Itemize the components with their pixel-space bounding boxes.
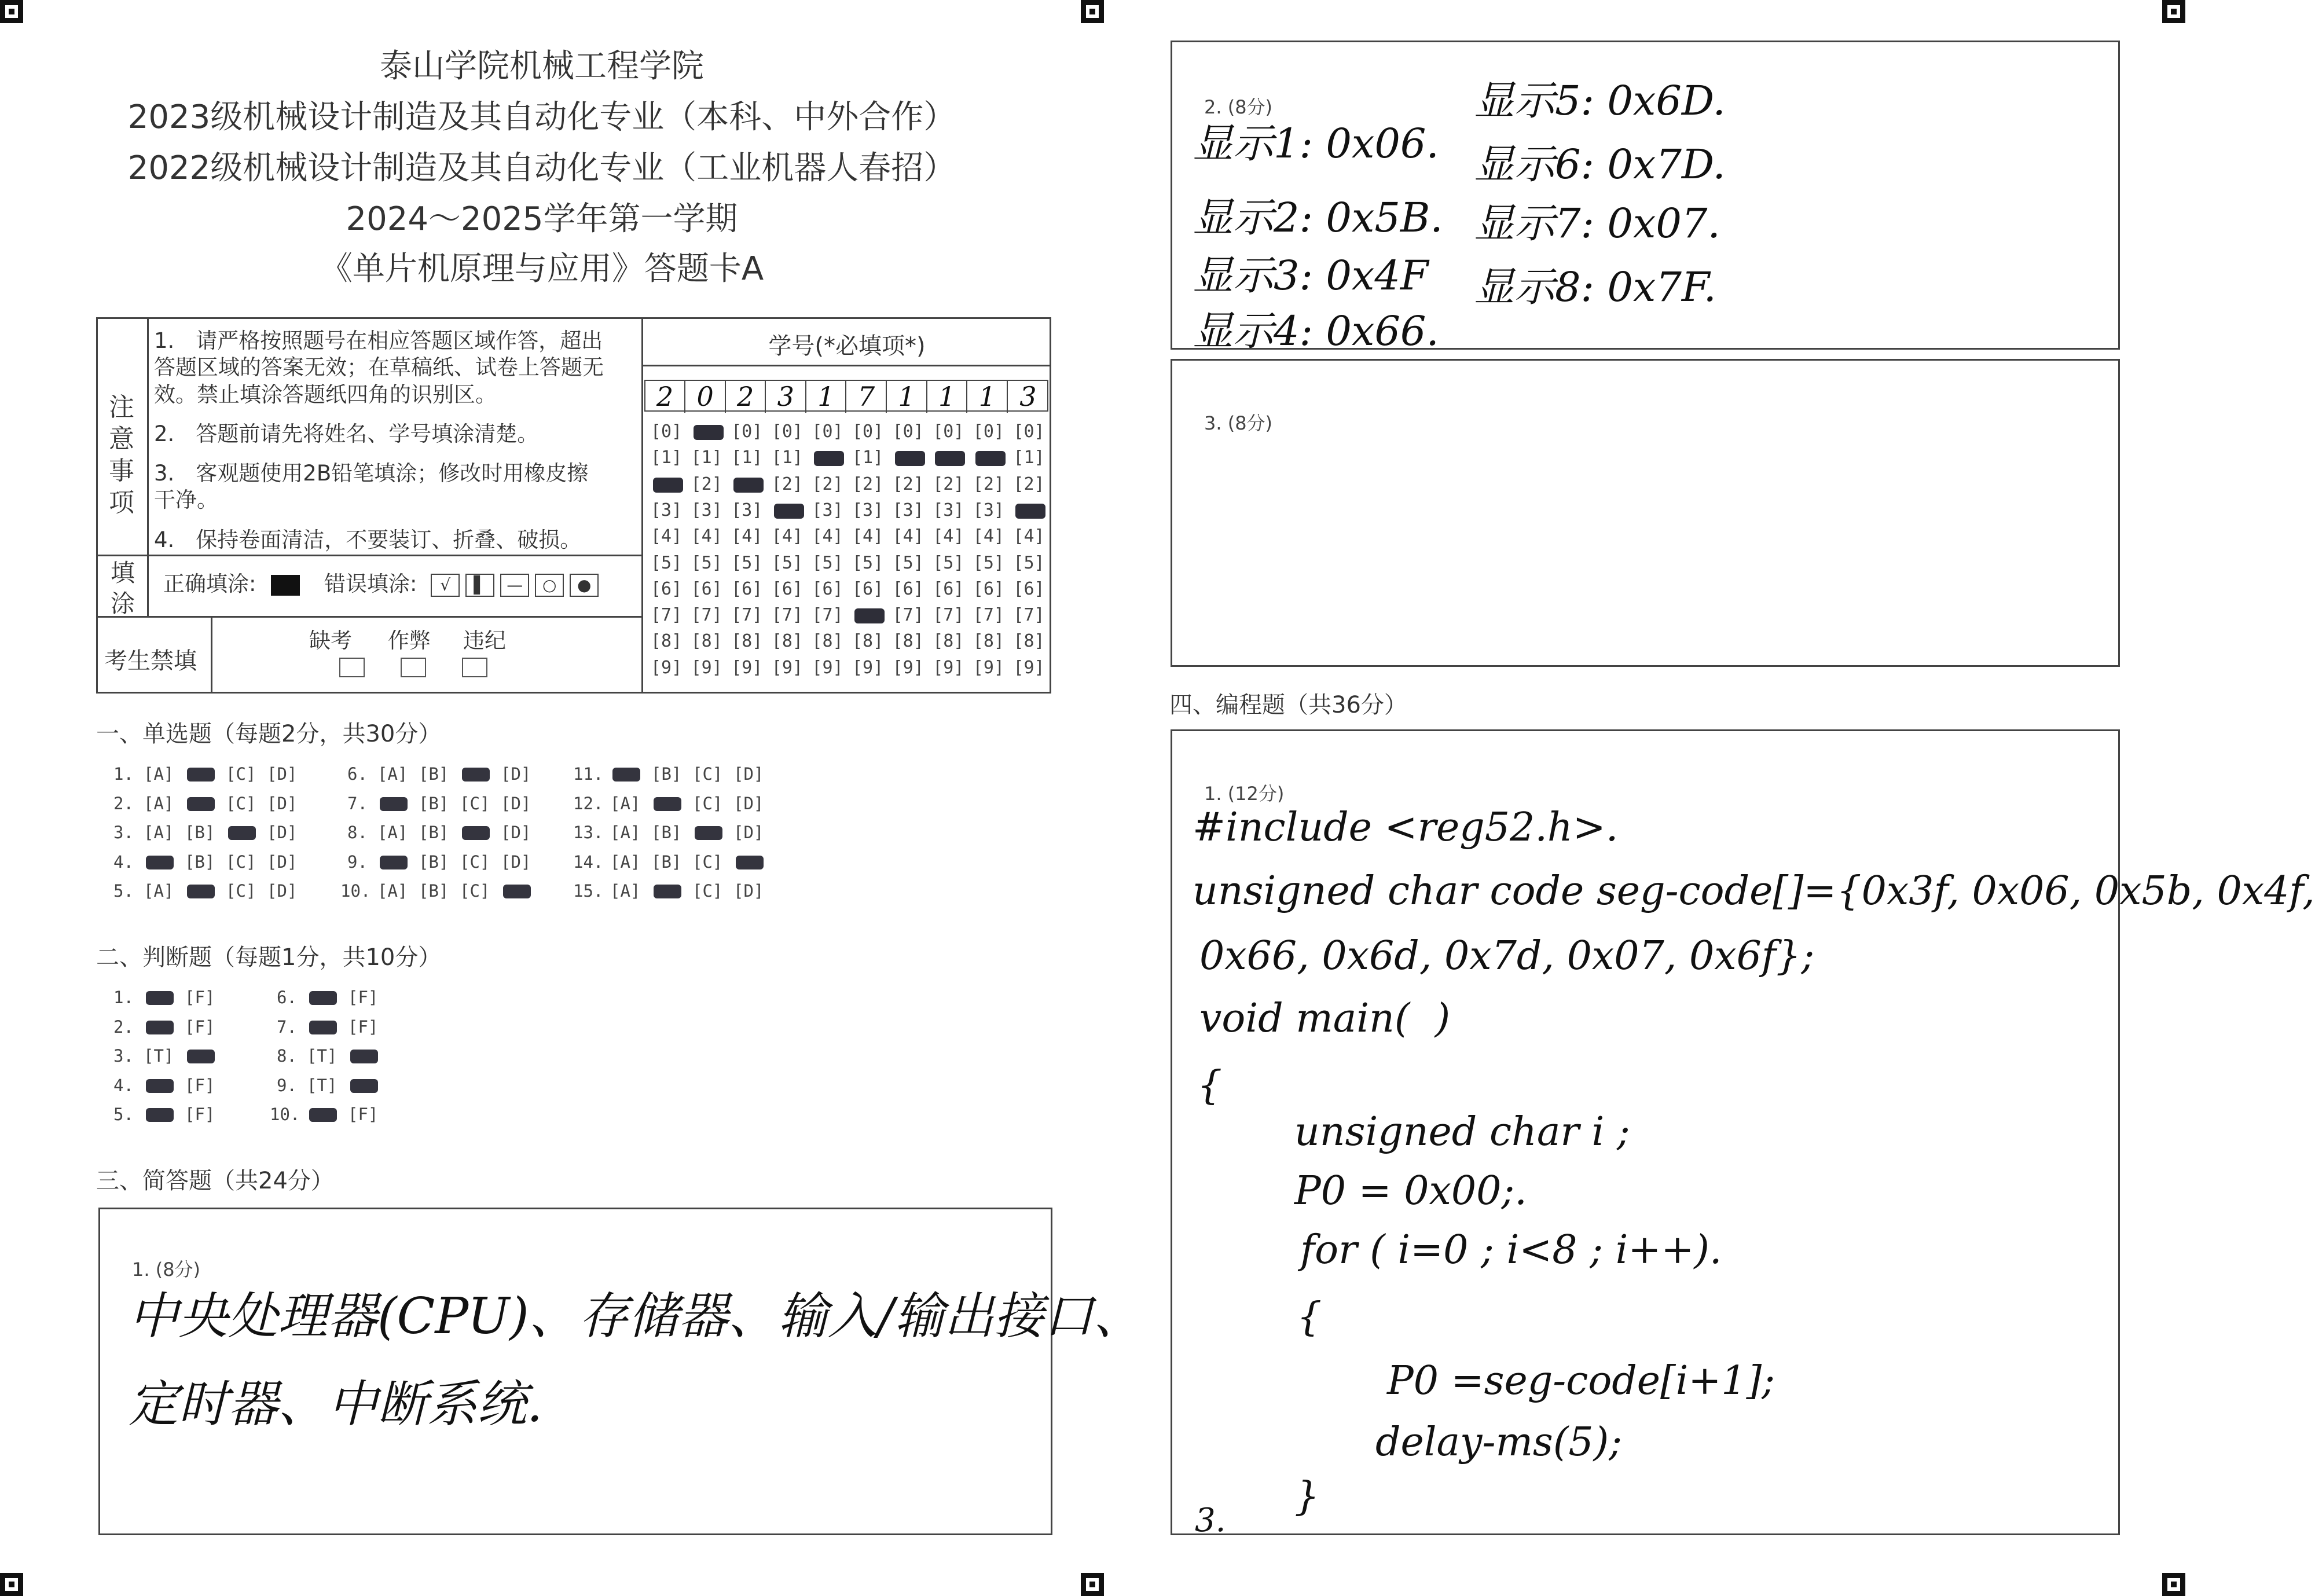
s3-q2-left-3: 显示3: 0x4F <box>1193 252 1429 299</box>
student-id-bubble[interactable]: [3] <box>731 500 763 520</box>
student-id-bubble[interactable]: [8] <box>691 631 722 652</box>
notice-list <box>154 328 606 553</box>
tf-option-filled[interactable] <box>146 1021 174 1034</box>
student-id-bubble[interactable]: [6] <box>651 578 683 599</box>
mc-option-filled[interactable] <box>462 768 490 782</box>
student-id-bubble[interactable]: [3] <box>812 500 843 520</box>
s3-q2-score: 2. (8分) <box>1204 96 1273 118</box>
student-id-bubble[interactable]: [4] <box>731 526 763 547</box>
student-id-digit-box[interactable]: 2 <box>726 381 766 413</box>
student-id-bubble-filled[interactable] <box>1015 504 1045 519</box>
student-id-bubble[interactable]: [4] <box>812 526 843 547</box>
mc-option[interactable]: [B] <box>185 823 215 842</box>
forbidden-violation-checkbox[interactable] <box>462 658 487 677</box>
student-id-bubble[interactable]: [0] <box>771 421 803 442</box>
corner-mark-bottom-center <box>1081 1573 1104 1596</box>
student-id-bubble[interactable]: [9] <box>691 657 722 678</box>
student-id-bubble[interactable]: [8] <box>852 631 884 652</box>
mc-option[interactable]: [B] <box>419 881 449 901</box>
code-line: void main( ) <box>1199 996 1451 1041</box>
s3-q2-right-2: 显示6: 0x7D. <box>1474 141 1726 188</box>
tf-question-number: 10. <box>270 1105 300 1124</box>
mc-question-number: 11. <box>573 764 604 784</box>
correct-fill-label: 正确填涂: <box>163 571 256 596</box>
tf-option[interactable]: [F] <box>348 1105 379 1124</box>
student-id-bubble[interactable]: [6] <box>852 578 884 599</box>
mc-question-number: 10. <box>340 881 371 901</box>
tf-question-number: 2. <box>113 1017 134 1037</box>
mc-question-number: 9. <box>347 852 368 872</box>
mc-option[interactable]: [B] <box>419 764 449 784</box>
forbidden-options <box>309 628 506 654</box>
mc-question-number: 1. <box>113 764 134 784</box>
student-id-bubble-filled[interactable] <box>895 451 925 466</box>
student-id-bubble[interactable]: [4] <box>651 526 683 547</box>
student-id-bubble[interactable]: [3] <box>892 500 924 520</box>
student-id-bubble[interactable]: [7] <box>973 605 1004 626</box>
tf-option[interactable]: [F] <box>185 1075 215 1095</box>
mc-question-number: 12. <box>573 793 604 813</box>
tf-option-filled[interactable] <box>309 1108 337 1122</box>
mc-option[interactable]: [C] <box>460 852 490 872</box>
s3-q2-left-4: 显示4: 0x66. <box>1193 307 1439 355</box>
s3-q3-score: 3. (8分) <box>1204 412 1273 434</box>
student-id-bubble-filled[interactable] <box>854 608 885 623</box>
tf-option[interactable]: [F] <box>185 1105 215 1124</box>
student-id-bubble[interactable]: [1] <box>771 447 803 468</box>
student-id-digits <box>644 380 1048 412</box>
mc-option[interactable]: [A] <box>377 881 408 901</box>
student-id-bubble[interactable]: [9] <box>892 657 924 678</box>
student-id-bubble[interactable]: [9] <box>812 657 843 678</box>
mc-option[interactable]: [B] <box>419 823 449 842</box>
header-major-2023: 2023级机械设计制造及其自动化专业（本科、中外合作） <box>127 98 956 136</box>
student-id-bubble[interactable]: [6] <box>933 578 964 599</box>
student-id-digit-box[interactable]: 1 <box>887 381 927 413</box>
student-id-bubble[interactable]: [0] <box>852 421 884 442</box>
student-id-bubble[interactable]: [5] <box>651 552 683 573</box>
s3-q1-score: 1. (8分) <box>132 1259 201 1281</box>
student-id-bubble-filled[interactable] <box>814 451 844 466</box>
fill-example-row <box>163 571 604 597</box>
mc-option[interactable]: [D] <box>267 852 298 872</box>
mc-option[interactable]: [A] <box>144 881 174 901</box>
student-id-bubble[interactable]: [2] <box>771 474 803 494</box>
student-id-bubble[interactable]: [5] <box>892 552 924 573</box>
student-id-bubble[interactable]: [7] <box>892 605 924 626</box>
mc-option-filled[interactable] <box>187 768 215 782</box>
mc-option[interactable]: [A] <box>610 881 641 901</box>
s3-q1-answer-line1: 中央处理器(CPU)、存储器、输入/输出接口、 <box>129 1287 1143 1345</box>
student-id-bubble[interactable]: [5] <box>731 552 763 573</box>
student-id-bubble[interactable]: [3] <box>852 500 884 520</box>
tf-option-filled[interactable] <box>146 1108 174 1122</box>
student-id-bubble[interactable]: [4] <box>892 526 924 547</box>
forbidden-violation-label: 违纪 <box>463 628 506 653</box>
tf-question-number: 4. <box>113 1075 134 1095</box>
student-id-bubble[interactable]: [7] <box>691 605 722 626</box>
code-line: delay-ms(5); <box>1375 1419 1623 1465</box>
section4-title: 四、编程题（共36分） <box>1169 692 1407 718</box>
mc-option-filled[interactable] <box>380 797 408 811</box>
student-id-bubble[interactable]: [9] <box>1013 657 1045 678</box>
s4-margin-note: 3. <box>1195 1502 1226 1539</box>
code-line: for ( i=0 ; i<8 ; i++). <box>1300 1227 1722 1273</box>
wrong-fill-label: 错误填涂: <box>324 571 417 596</box>
student-id-bubble[interactable]: [8] <box>973 631 1004 652</box>
student-id-bubble[interactable]: [1] <box>651 447 683 468</box>
student-id-bubble[interactable]: [5] <box>771 552 803 573</box>
wrong-fill-marks <box>431 571 604 596</box>
divider <box>147 555 149 616</box>
student-id-bubble[interactable]: [8] <box>1013 631 1045 652</box>
s3-q2-left-1: 显示1: 0x06. <box>1193 120 1439 167</box>
tf-question-number: 3. <box>113 1046 134 1066</box>
mc-option[interactable]: [D] <box>267 881 298 901</box>
student-id-bubble[interactable]: [9] <box>651 657 683 678</box>
mc-option[interactable]: [C] <box>460 793 490 813</box>
student-id-bubble[interactable]: [3] <box>651 500 683 520</box>
mc-option-filled[interactable] <box>736 856 764 869</box>
tf-question-number: 9. <box>277 1075 297 1095</box>
student-id-bubble[interactable]: [5] <box>973 552 1004 573</box>
student-id-bubble[interactable]: [6] <box>1013 578 1045 599</box>
mc-option[interactable]: [D] <box>733 823 764 842</box>
section3-title: 三、简答题（共24分） <box>96 1168 334 1194</box>
mc-option[interactable]: [D] <box>733 793 764 813</box>
mc-option-filled[interactable] <box>695 826 722 840</box>
tf-option-filled[interactable] <box>146 1079 174 1093</box>
mc-option[interactable]: [A] <box>377 823 408 842</box>
student-id-bubble[interactable]: [0] <box>812 421 843 442</box>
mc-option[interactable]: [C] <box>226 793 256 813</box>
divider <box>641 365 1051 366</box>
mc-question-number: 6. <box>347 764 368 784</box>
corner-mark-top-left <box>0 0 23 23</box>
s3-q2-right-1: 显示5: 0x6D. <box>1474 77 1726 124</box>
student-id-bubble-filled[interactable] <box>694 425 724 440</box>
student-id-bubble[interactable]: [6] <box>731 578 763 599</box>
tf-option[interactable]: [F] <box>185 1017 215 1037</box>
mc-option-filled[interactable] <box>462 826 490 840</box>
mc-option-filled[interactable] <box>654 797 681 811</box>
code-line: unsigned char i ; <box>1294 1109 1630 1155</box>
forbidden-absent-label: 缺考 <box>309 628 352 653</box>
corner-mark-top-center <box>1081 0 1104 23</box>
forbidden-checkboxes <box>339 658 523 677</box>
mc-option-filled[interactable] <box>187 885 215 898</box>
mc-question-number: 15. <box>573 881 604 901</box>
tf-option-filled[interactable] <box>146 991 174 1005</box>
mc-option[interactable]: [A] <box>610 793 641 813</box>
mc-option-filled[interactable] <box>654 885 681 898</box>
mc-option[interactable]: [C] <box>460 881 490 901</box>
student-id-bubble[interactable]: [1] <box>1013 447 1045 468</box>
student-id-bubble[interactable]: [8] <box>933 631 964 652</box>
tf-question-number: 1. <box>113 988 134 1007</box>
forbidden-label: 考生禁填 <box>104 648 197 674</box>
notice-item-2: 2. 答题前请先将姓名、学号填涂清楚。 <box>154 421 539 446</box>
s3-q1-answer-line2: 定时器、中断系统. <box>129 1375 543 1433</box>
mc-question-number: 4. <box>113 852 134 872</box>
student-id-bubble[interactable]: [7] <box>1013 605 1045 626</box>
code-line: { <box>1297 1294 1322 1340</box>
student-id-bubble[interactable]: [4] <box>933 526 964 547</box>
student-id-bubble[interactable]: [0] <box>933 421 964 442</box>
student-id-bubble[interactable]: [9] <box>933 657 964 678</box>
tf-option-filled[interactable] <box>309 1021 337 1034</box>
mc-option[interactable]: [D] <box>501 852 531 872</box>
code-line: P0 = 0x00;. <box>1294 1168 1527 1214</box>
code-line: unsigned char code seg-code[]={0x3f, 0x06, 0x5b, 0x4f, <box>1193 868 2315 914</box>
student-id-bubble[interactable]: [8] <box>812 631 843 652</box>
mc-option-filled[interactable] <box>146 856 174 869</box>
student-id-bubble[interactable]: [7] <box>731 605 763 626</box>
corner-mark-bottom-right <box>2162 1573 2185 1596</box>
student-id-bubble[interactable]: [6] <box>973 578 1004 599</box>
mc-option[interactable]: [A] <box>610 823 641 842</box>
mc-option-filled[interactable] <box>380 856 408 869</box>
wrong-mark-dot: ● <box>570 574 599 597</box>
student-id-bubble[interactable]: [4] <box>771 526 803 547</box>
student-id-bubble[interactable]: [2] <box>1013 474 1045 494</box>
student-id-bubble[interactable]: [3] <box>933 500 964 520</box>
mc-option[interactable]: [B] <box>651 823 682 842</box>
divider <box>641 317 643 694</box>
student-id-bubble[interactable]: [1] <box>852 447 884 468</box>
student-id-label: 学号(*必填项*) <box>768 333 926 359</box>
student-id-bubble[interactable]: [5] <box>852 552 884 573</box>
student-id-bubble[interactable]: [9] <box>973 657 1004 678</box>
notice-item-4: 4. 保持卷面清洁，不要装订、折叠、破损。 <box>154 527 582 552</box>
forbidden-absent-checkbox[interactable] <box>339 658 365 677</box>
tf-question-number: 5. <box>113 1105 134 1124</box>
notice-label: 注意事项 <box>109 392 134 518</box>
mc-question-number: 14. <box>573 852 604 872</box>
divider <box>96 616 643 618</box>
student-id-bubble[interactable]: [2] <box>933 474 964 494</box>
s3-q2-right-3: 显示7: 0x07. <box>1474 200 1720 247</box>
student-id-bubble[interactable]: [5] <box>1013 552 1045 573</box>
mc-option[interactable]: [B] <box>651 852 682 872</box>
student-id-bubble[interactable]: [8] <box>771 631 803 652</box>
corner-mark-bottom-left <box>0 1573 23 1596</box>
s3-q2-left-2: 显示2: 0x5B. <box>1193 194 1443 241</box>
student-id-digit-box[interactable]: 3 <box>766 381 806 413</box>
student-id-bubble-filled[interactable] <box>733 478 764 493</box>
mc-option[interactable]: [B] <box>419 793 449 813</box>
student-id-bubble[interactable]: [0] <box>892 421 924 442</box>
tf-option[interactable]: [T] <box>307 1075 337 1095</box>
student-id-digit-box[interactable]: 2 <box>645 381 685 413</box>
mc-option[interactable]: [A] <box>144 764 174 784</box>
mc-option[interactable]: [B] <box>419 852 449 872</box>
mc-option[interactable]: [C] <box>692 852 723 872</box>
student-id-bubble[interactable]: [5] <box>691 552 722 573</box>
mc-option[interactable]: [D] <box>733 881 764 901</box>
code-line: { <box>1197 1063 1223 1109</box>
mc-option[interactable]: [A] <box>610 852 641 872</box>
student-id-bubble-filled[interactable] <box>975 451 1006 466</box>
tf-option-filled[interactable] <box>187 1050 215 1063</box>
mc-option[interactable]: [C] <box>226 881 256 901</box>
header-school: 泰山学院机械工程学院 <box>380 47 704 85</box>
mc-option-filled[interactable] <box>228 826 256 840</box>
section2-title: 二、判断题（每题1分，共10分） <box>96 944 442 971</box>
student-id-digit-box[interactable]: 0 <box>686 381 726 413</box>
student-id-digit-box[interactable]: 3 <box>1019 381 1037 412</box>
student-id-bubble-filled[interactable] <box>774 504 804 519</box>
student-id-bubble[interactable]: [0] <box>651 421 683 442</box>
fill-label: 填涂 <box>110 559 135 618</box>
mc-option[interactable]: [D] <box>267 764 298 784</box>
section1-title: 一、单选题（每题2分，共30分） <box>96 721 442 747</box>
student-id-bubble[interactable]: [7] <box>651 605 683 626</box>
correct-fill-mark <box>271 575 300 596</box>
student-id-bubble[interactable]: [9] <box>731 657 763 678</box>
student-id-bubble[interactable]: [4] <box>852 526 884 547</box>
student-id-digit-box[interactable]: 1 <box>968 381 1008 413</box>
mc-option[interactable]: [C] <box>692 793 723 813</box>
tf-question-number: 8. <box>277 1046 297 1066</box>
student-id-bubble[interactable]: [2] <box>691 474 722 494</box>
header-major-2022: 2022级机械设计制造及其自动化专业（工业机器人春招） <box>127 149 956 187</box>
wrong-mark-bar: ▌ <box>465 574 494 597</box>
student-id-bubble[interactable]: [7] <box>771 605 803 626</box>
divider <box>96 555 643 556</box>
tf-option[interactable]: [F] <box>348 1017 379 1037</box>
student-id-bubble[interactable]: [0] <box>731 421 763 442</box>
student-id-digit-box[interactable]: 1 <box>806 381 846 413</box>
student-id-bubble[interactable]: [0] <box>1013 421 1045 442</box>
student-id-bubble[interactable]: [2] <box>892 474 924 494</box>
tf-option[interactable]: [F] <box>348 988 379 1007</box>
student-id-bubble[interactable]: [7] <box>812 605 843 626</box>
student-id-bubble[interactable]: [6] <box>892 578 924 599</box>
mc-option-filled[interactable] <box>612 768 640 782</box>
mc-option[interactable]: [D] <box>267 793 298 813</box>
tf-option-filled[interactable] <box>350 1079 378 1093</box>
student-id-bubble[interactable]: [4] <box>1013 526 1045 547</box>
tf-question-number: 6. <box>277 988 297 1007</box>
mc-option[interactable]: [D] <box>501 823 531 842</box>
student-id-bubble[interactable]: [5] <box>812 552 843 573</box>
tf-option[interactable]: [F] <box>185 988 215 1007</box>
wrong-mark-dash: — <box>500 574 529 597</box>
student-id-bubble[interactable]: [2] <box>812 474 843 494</box>
tf-question-number: 7. <box>277 1017 297 1037</box>
tf-option-filled[interactable] <box>309 991 337 1005</box>
mc-option[interactable]: [C] <box>692 764 723 784</box>
notice-item-1: 1. 请严格按照题号在相应答题区域作答，超出答题区域的答案无效；在草稿纸、试卷上答题无效。禁止填涂答题纸四角的识别区。 <box>154 328 604 407</box>
mc-question-number: 5. <box>113 881 134 901</box>
code-line: 0x66, 0x6d, 0x7d, 0x07, 0x6f}; <box>1199 933 1815 979</box>
mc-option[interactable]: [D] <box>501 764 531 784</box>
divider <box>147 317 149 555</box>
divider <box>211 616 212 694</box>
code-line: #include <reg52.h>. <box>1193 805 1619 850</box>
mc-option[interactable]: [B] <box>185 852 215 872</box>
student-id-bubble[interactable]: [2] <box>852 474 884 494</box>
tf-option-filled[interactable] <box>350 1050 378 1063</box>
student-id-bubble[interactable]: [5] <box>933 552 964 573</box>
s3-q2-right-4: 显示8: 0x7F. <box>1474 263 1716 311</box>
mc-option[interactable]: [B] <box>651 764 682 784</box>
mc-option[interactable]: [D] <box>267 823 298 842</box>
wrong-mark-circle: ○ <box>535 574 564 597</box>
student-id-digit-box[interactable]: 1 <box>927 381 967 413</box>
answer-box-s3-q3[interactable] <box>1171 359 2120 667</box>
header-term: 2024～2025学年第一学期 <box>346 200 738 238</box>
student-id-bubble[interactable]: [9] <box>771 657 803 678</box>
student-id-bubble[interactable]: [8] <box>892 631 924 652</box>
tf-option[interactable]: [T] <box>144 1046 174 1066</box>
mc-option[interactable]: [A] <box>144 793 174 813</box>
student-id-bubble[interactable]: [0] <box>973 421 1004 442</box>
corner-mark-top-right <box>2162 0 2185 23</box>
student-id-digit-box[interactable]: 7 <box>847 381 887 413</box>
mc-question-number: 13. <box>573 823 604 842</box>
mc-question-number: 8. <box>347 823 368 842</box>
code-line: } <box>1294 1474 1320 1520</box>
student-id-bubble[interactable]: [6] <box>771 578 803 599</box>
student-id-bubble[interactable]: [8] <box>731 631 763 652</box>
mc-question-number: 7. <box>347 793 368 813</box>
s4-q1-score: 1. (12分) <box>1204 783 1285 805</box>
mc-option[interactable]: [C] <box>226 852 256 872</box>
student-id-bubble[interactable]: [4] <box>973 526 1004 547</box>
student-id-bubble[interactable]: [1] <box>731 447 763 468</box>
student-id-bubble[interactable]: [6] <box>691 578 722 599</box>
mc-option[interactable]: [A] <box>144 823 174 842</box>
student-id-bubble[interactable]: [8] <box>651 631 683 652</box>
mc-option[interactable]: [D] <box>733 764 764 784</box>
mc-question-number: 3. <box>113 823 134 842</box>
mc-option[interactable]: [D] <box>501 793 531 813</box>
student-id-bubble-filled[interactable] <box>935 451 965 466</box>
forbidden-cheat-label: 作弊 <box>388 628 431 653</box>
tf-option[interactable]: [T] <box>307 1046 337 1066</box>
header-course-title: 《单片机原理与应用》答题卡A <box>320 250 764 288</box>
student-id-bubble[interactable]: [3] <box>691 500 722 520</box>
mc-option-filled[interactable] <box>503 885 531 898</box>
mc-option[interactable]: [C] <box>226 764 256 784</box>
student-id-bubble[interactable]: [4] <box>691 526 722 547</box>
mc-option[interactable]: [A] <box>377 764 408 784</box>
forbidden-cheat-checkbox[interactable] <box>401 658 426 677</box>
code-line: P0 =seg-code[i+1]; <box>1387 1358 1775 1404</box>
mc-question-number: 2. <box>113 793 134 813</box>
student-id-bubble[interactable]: [1] <box>691 447 722 468</box>
notice-item-3: 3. 客观题使用2B铅笔填涂；修改时用橡皮擦干净。 <box>154 461 589 513</box>
mc-option-filled[interactable] <box>187 797 215 811</box>
mc-option[interactable]: [C] <box>692 881 723 901</box>
student-id-bubble[interactable]: [7] <box>933 605 964 626</box>
student-id-bubble[interactable]: [2] <box>973 474 1004 494</box>
student-id-bubble[interactable]: [3] <box>973 500 1004 520</box>
wrong-mark-check: √ <box>431 574 460 597</box>
student-id-bubble[interactable]: [9] <box>852 657 884 678</box>
student-id-bubble-filled[interactable] <box>653 478 683 493</box>
student-id-bubble[interactable]: [6] <box>812 578 843 599</box>
